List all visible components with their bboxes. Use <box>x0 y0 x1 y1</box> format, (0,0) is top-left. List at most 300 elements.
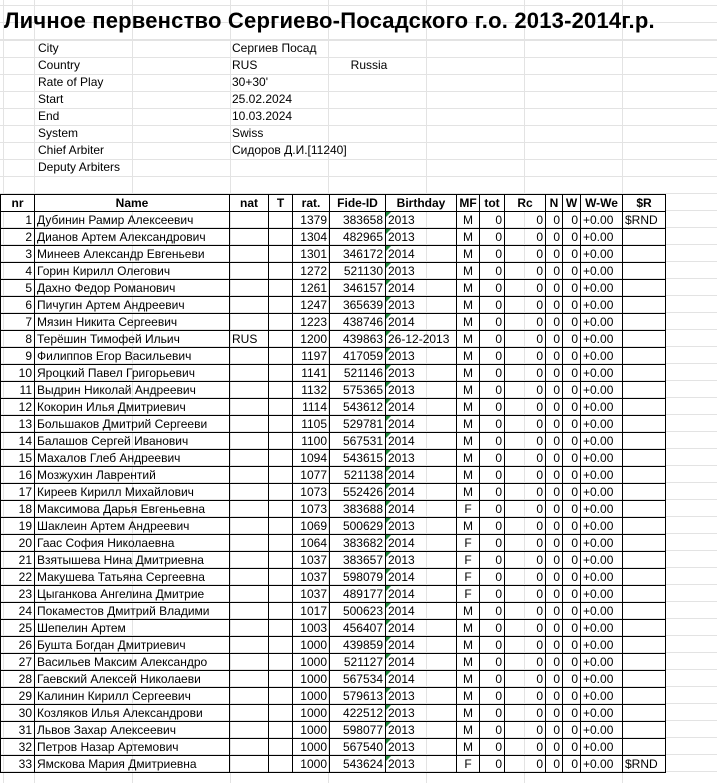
col-n-cell[interactable]: 0 <box>546 416 563 433</box>
col-rnd-cell[interactable] <box>623 637 666 654</box>
col-total-cell[interactable]: 0 <box>480 331 505 348</box>
col-rc-cell[interactable]: 0 <box>505 671 546 688</box>
col-fide-id-cell[interactable]: 489177 <box>330 586 386 603</box>
col-w-cell[interactable]: 0 <box>563 484 581 501</box>
col-nr-cell[interactable]: 19 <box>1 518 35 535</box>
col-nat-cell[interactable] <box>230 756 269 773</box>
col-w-cell[interactable]: 0 <box>563 654 581 671</box>
col-rating-cell[interactable]: 1000 <box>293 688 330 705</box>
col-title-cell[interactable] <box>269 552 293 569</box>
col-total-cell[interactable]: 0 <box>480 518 505 535</box>
col-name-cell[interactable]: Мязин Никита Сергеевич <box>35 314 230 331</box>
col-nr-cell[interactable]: 26 <box>1 637 35 654</box>
col-name-cell[interactable]: Калинин Кирилл Сергеевич <box>35 688 230 705</box>
col-n-cell[interactable]: 0 <box>546 348 563 365</box>
col-birthday-cell[interactable]: 2014 <box>386 535 457 552</box>
info-value-secondary[interactable] <box>347 142 491 159</box>
col-title-cell[interactable] <box>269 331 293 348</box>
col-nr-cell[interactable]: 8 <box>1 331 35 348</box>
col-n-cell[interactable]: 0 <box>546 229 563 246</box>
col-sex-cell[interactable]: M <box>457 212 480 229</box>
col-nat-cell[interactable] <box>230 603 269 620</box>
col-birthday-cell[interactable]: 2013 <box>386 450 457 467</box>
col-rating-cell[interactable]: 1037 <box>293 586 330 603</box>
col-total-cell[interactable]: 0 <box>480 433 505 450</box>
col-w-cell[interactable]: 0 <box>563 722 581 739</box>
col-sex-cell[interactable]: M <box>457 382 480 399</box>
col-rating-cell[interactable]: 1105 <box>293 416 330 433</box>
col-rnd-cell[interactable] <box>623 705 666 722</box>
col-name-cell[interactable]: Цыганкова Ангелина Дмитрие <box>35 586 230 603</box>
col-fide-id-cell[interactable]: 521138 <box>330 467 386 484</box>
info-value[interactable]: 10.03.2024 <box>232 109 293 123</box>
col-w-cell[interactable]: 0 <box>563 671 581 688</box>
col-title-cell[interactable] <box>269 501 293 518</box>
col-birthday-cell[interactable]: 2014 <box>386 637 457 654</box>
col-rc-cell[interactable]: 0 <box>505 416 546 433</box>
col-sex-cell[interactable]: M <box>457 314 480 331</box>
col-w-we-cell[interactable]: +0.00 <box>581 637 623 654</box>
col-fide-id-cell[interactable]: 552426 <box>330 484 386 501</box>
col-sex-cell[interactable]: M <box>457 280 480 297</box>
col-fide-id-cell[interactable]: 579613 <box>330 688 386 705</box>
col-w-we-cell[interactable]: +0.00 <box>581 399 623 416</box>
col-rnd-cell[interactable] <box>623 314 666 331</box>
col-w-we-cell[interactable]: +0.00 <box>581 331 623 348</box>
col-rating-cell[interactable]: 1094 <box>293 450 330 467</box>
col-nat-cell[interactable] <box>230 382 269 399</box>
col-fide-id-cell[interactable]: 598077 <box>330 722 386 739</box>
col-rc-cell[interactable]: 0 <box>505 280 546 297</box>
col-fide-id-cell[interactable]: 365639 <box>330 297 386 314</box>
col-birthday-cell[interactable]: 2014 <box>386 671 457 688</box>
col-total-header[interactable]: tot <box>480 195 505 212</box>
col-sex-cell[interactable]: M <box>457 654 480 671</box>
col-w-cell[interactable]: 0 <box>563 280 581 297</box>
col-sex-cell[interactable]: M <box>457 739 480 756</box>
col-sex-cell[interactable]: M <box>457 705 480 722</box>
col-birthday-cell[interactable]: 2013 <box>386 552 457 569</box>
col-rnd-cell[interactable] <box>623 433 666 450</box>
col-birthday-cell[interactable]: 2013 <box>386 297 457 314</box>
col-rc-cell[interactable]: 0 <box>505 467 546 484</box>
col-rating-header[interactable]: rat. <box>293 195 330 212</box>
col-nr-cell[interactable]: 6 <box>1 297 35 314</box>
col-w-we-cell[interactable]: +0.00 <box>581 518 623 535</box>
col-rating-cell[interactable]: 1064 <box>293 535 330 552</box>
col-w-cell[interactable]: 0 <box>563 314 581 331</box>
col-w-we-cell[interactable]: +0.00 <box>581 722 623 739</box>
col-nr-cell[interactable]: 21 <box>1 552 35 569</box>
col-n-cell[interactable]: 0 <box>546 331 563 348</box>
col-total-cell[interactable]: 0 <box>480 705 505 722</box>
col-nr-cell[interactable]: 33 <box>1 756 35 773</box>
col-w-we-cell[interactable]: +0.00 <box>581 586 623 603</box>
col-nat-cell[interactable] <box>230 739 269 756</box>
col-nat-cell[interactable] <box>230 654 269 671</box>
col-rc-cell[interactable]: 0 <box>505 654 546 671</box>
col-birthday-cell[interactable]: 2014 <box>386 603 457 620</box>
col-total-cell[interactable]: 0 <box>480 569 505 586</box>
col-name-cell[interactable]: Горин Кирилл Олегович <box>35 263 230 280</box>
col-rc-cell[interactable]: 0 <box>505 246 546 263</box>
col-n-cell[interactable]: 0 <box>546 654 563 671</box>
col-nr-cell[interactable]: 24 <box>1 603 35 620</box>
col-rating-cell[interactable]: 1000 <box>293 722 330 739</box>
col-rnd-cell[interactable] <box>623 501 666 518</box>
info-value[interactable]: Сергиев Посад <box>232 41 317 55</box>
col-birthday-header[interactable]: Birthday <box>386 195 457 212</box>
col-name-cell[interactable]: Большаков Дмитрий Сергееви <box>35 416 230 433</box>
col-nr-cell[interactable]: 4 <box>1 263 35 280</box>
col-name-cell[interactable]: Гаевский Алексей Николаеви <box>35 671 230 688</box>
col-rc-cell[interactable]: 0 <box>505 535 546 552</box>
col-rc-cell[interactable]: 0 <box>505 620 546 637</box>
col-birthday-cell[interactable]: 2014 <box>386 501 457 518</box>
col-name-cell[interactable]: Выдрин Николай Андреевич <box>35 382 230 399</box>
col-nr-cell[interactable]: 15 <box>1 450 35 467</box>
col-rating-cell[interactable]: 1223 <box>293 314 330 331</box>
col-rc-cell[interactable]: 0 <box>505 552 546 569</box>
col-rnd-cell[interactable] <box>623 365 666 382</box>
col-title-cell[interactable] <box>269 365 293 382</box>
col-title-cell[interactable] <box>269 416 293 433</box>
col-w-cell[interactable]: 0 <box>563 586 581 603</box>
col-nr-cell[interactable]: 7 <box>1 314 35 331</box>
col-birthday-cell[interactable]: 2013 <box>386 212 457 229</box>
col-w-we-cell[interactable]: +0.00 <box>581 365 623 382</box>
col-title-cell[interactable] <box>269 654 293 671</box>
col-w-we-cell[interactable]: +0.00 <box>581 314 623 331</box>
col-n-cell[interactable]: 0 <box>546 603 563 620</box>
col-w-we-cell[interactable]: +0.00 <box>581 535 623 552</box>
col-nat-cell[interactable] <box>230 569 269 586</box>
col-nat-cell[interactable] <box>230 620 269 637</box>
col-rnd-cell[interactable] <box>623 654 666 671</box>
col-w-we-cell[interactable]: +0.00 <box>581 416 623 433</box>
col-title-cell[interactable] <box>269 739 293 756</box>
col-n-cell[interactable]: 0 <box>546 467 563 484</box>
col-nr-cell[interactable]: 16 <box>1 467 35 484</box>
col-w-cell[interactable]: 0 <box>563 705 581 722</box>
col-nat-cell[interactable] <box>230 552 269 569</box>
col-n-cell[interactable]: 0 <box>546 586 563 603</box>
col-rating-cell[interactable]: 1301 <box>293 246 330 263</box>
col-total-cell[interactable]: 0 <box>480 365 505 382</box>
col-total-cell[interactable]: 0 <box>480 416 505 433</box>
col-w-we-cell[interactable]: +0.00 <box>581 450 623 467</box>
col-name-cell[interactable]: Козляков Илья Александрови <box>35 705 230 722</box>
col-name-cell[interactable]: Взятышева Нина Дмитриевна <box>35 552 230 569</box>
col-fide-id-cell[interactable]: 456407 <box>330 620 386 637</box>
col-w-we-cell[interactable]: +0.00 <box>581 671 623 688</box>
col-total-cell[interactable]: 0 <box>480 688 505 705</box>
col-rc-cell[interactable]: 0 <box>505 399 546 416</box>
col-nr-cell[interactable]: 3 <box>1 246 35 263</box>
col-birthday-cell[interactable]: 2013 <box>386 382 457 399</box>
col-fide-id-cell[interactable]: 482965 <box>330 229 386 246</box>
col-w-cell[interactable]: 0 <box>563 382 581 399</box>
col-title-cell[interactable] <box>269 280 293 297</box>
col-name-cell[interactable]: Филиппов Егор Васильевич <box>35 348 230 365</box>
col-rating-cell[interactable]: 1003 <box>293 620 330 637</box>
col-rc-cell[interactable]: 0 <box>505 331 546 348</box>
col-birthday-cell[interactable]: 2014 <box>386 586 457 603</box>
col-w-we-cell[interactable]: +0.00 <box>581 212 623 229</box>
col-total-cell[interactable]: 0 <box>480 654 505 671</box>
col-fide-id-cell[interactable]: 521127 <box>330 654 386 671</box>
col-rating-cell[interactable]: 1261 <box>293 280 330 297</box>
col-rc-cell[interactable]: 0 <box>505 739 546 756</box>
col-sex-cell[interactable]: F <box>457 535 480 552</box>
col-total-cell[interactable]: 0 <box>480 280 505 297</box>
col-total-cell[interactable]: 0 <box>480 501 505 518</box>
col-nr-cell[interactable]: 28 <box>1 671 35 688</box>
col-w-cell[interactable]: 0 <box>563 365 581 382</box>
col-n-cell[interactable]: 0 <box>546 399 563 416</box>
col-rating-cell[interactable]: 1000 <box>293 637 330 654</box>
col-total-cell[interactable]: 0 <box>480 348 505 365</box>
col-name-cell[interactable]: Киреев Кирилл Михайлович <box>35 484 230 501</box>
col-nr-cell[interactable]: 9 <box>1 348 35 365</box>
col-w-cell[interactable]: 0 <box>563 637 581 654</box>
col-rc-cell[interactable]: 0 <box>505 637 546 654</box>
col-fide-id-cell[interactable]: 500623 <box>330 603 386 620</box>
col-name-cell[interactable]: Ямскова Мария Дмитриевна <box>35 756 230 773</box>
col-n-cell[interactable]: 0 <box>546 314 563 331</box>
col-rating-cell[interactable]: 1379 <box>293 212 330 229</box>
info-value[interactable]: 30+30' <box>232 75 268 89</box>
col-nr-cell[interactable]: 12 <box>1 399 35 416</box>
col-name-cell[interactable]: Мозжухин Лаврентий <box>35 467 230 484</box>
col-birthday-cell[interactable]: 2013 <box>386 739 457 756</box>
col-w-cell[interactable]: 0 <box>563 467 581 484</box>
info-label[interactable]: End <box>38 109 60 123</box>
col-rating-cell[interactable]: 1200 <box>293 331 330 348</box>
col-total-cell[interactable]: 0 <box>480 586 505 603</box>
col-title-cell[interactable] <box>269 620 293 637</box>
info-label[interactable]: Chief Arbiter <box>38 143 105 157</box>
col-title-cell[interactable] <box>269 212 293 229</box>
col-nr-cell[interactable]: 32 <box>1 739 35 756</box>
info-value-secondary[interactable] <box>347 91 491 108</box>
col-nr-cell[interactable]: 1 <box>1 212 35 229</box>
col-total-cell[interactable]: 0 <box>480 382 505 399</box>
col-rnd-cell[interactable] <box>623 518 666 535</box>
col-fide-id-cell[interactable]: 438746 <box>330 314 386 331</box>
col-rnd-cell[interactable] <box>623 688 666 705</box>
col-rating-cell[interactable]: 1132 <box>293 382 330 399</box>
col-fide-id-cell[interactable]: 346172 <box>330 246 386 263</box>
col-n-cell[interactable]: 0 <box>546 722 563 739</box>
col-fide-id-cell[interactable]: 521130 <box>330 263 386 280</box>
col-fide-id-cell[interactable]: 521146 <box>330 365 386 382</box>
col-rating-cell[interactable]: 1272 <box>293 263 330 280</box>
col-n-cell[interactable]: 0 <box>546 297 563 314</box>
col-name-cell[interactable]: Максимова Дарья Евгеньевна <box>35 501 230 518</box>
col-birthday-cell[interactable]: 2013 <box>386 688 457 705</box>
col-nat-header[interactable]: nat <box>230 195 269 212</box>
col-sex-cell[interactable]: M <box>457 688 480 705</box>
col-nat-cell[interactable] <box>230 280 269 297</box>
col-w-cell[interactable]: 0 <box>563 535 581 552</box>
col-title-cell[interactable] <box>269 348 293 365</box>
col-birthday-cell[interactable]: 2014 <box>386 280 457 297</box>
col-birthday-cell[interactable]: 2014 <box>386 399 457 416</box>
col-total-cell[interactable]: 0 <box>480 399 505 416</box>
col-w-we-cell[interactable]: +0.00 <box>581 433 623 450</box>
col-nat-cell[interactable] <box>230 518 269 535</box>
col-nr-cell[interactable]: 10 <box>1 365 35 382</box>
col-fide-id-cell[interactable]: 383688 <box>330 501 386 518</box>
col-nat-cell[interactable] <box>230 246 269 263</box>
info-value-secondary[interactable]: Russia <box>350 58 388 72</box>
col-rating-cell[interactable]: 1304 <box>293 229 330 246</box>
col-nat-cell[interactable] <box>230 433 269 450</box>
col-birthday-cell[interactable]: 2013 <box>386 229 457 246</box>
col-birthday-cell[interactable]: 2014 <box>386 569 457 586</box>
col-w-cell[interactable]: 0 <box>563 416 581 433</box>
col-nat-cell[interactable] <box>230 586 269 603</box>
col-total-cell[interactable]: 0 <box>480 229 505 246</box>
col-rating-cell[interactable]: 1073 <box>293 501 330 518</box>
col-w-we-cell[interactable]: +0.00 <box>581 348 623 365</box>
col-rnd-cell[interactable] <box>623 535 666 552</box>
col-nat-cell[interactable] <box>230 671 269 688</box>
col-nat-cell[interactable]: RUS <box>230 331 269 348</box>
col-total-cell[interactable]: 0 <box>480 297 505 314</box>
col-n-cell[interactable]: 0 <box>546 535 563 552</box>
col-nat-cell[interactable] <box>230 365 269 382</box>
col-name-cell[interactable]: Шаклеин Артем Андреевич <box>35 518 230 535</box>
col-rnd-cell[interactable] <box>623 348 666 365</box>
info-value-secondary[interactable] <box>347 159 491 176</box>
col-fide-id-cell[interactable]: 567531 <box>330 433 386 450</box>
col-rc-cell[interactable]: 0 <box>505 365 546 382</box>
col-sex-cell[interactable]: F <box>457 569 480 586</box>
col-birthday-cell[interactable]: 2013 <box>386 348 457 365</box>
col-fide-id-cell[interactable]: 529781 <box>330 416 386 433</box>
col-birthday-cell[interactable]: 2014 <box>386 620 457 637</box>
col-nr-cell[interactable]: 20 <box>1 535 35 552</box>
col-nr-cell[interactable]: 22 <box>1 569 35 586</box>
col-sex-cell[interactable]: M <box>457 331 480 348</box>
col-w-we-cell[interactable]: +0.00 <box>581 280 623 297</box>
col-fide-id-header[interactable]: Fide-ID <box>330 195 386 212</box>
col-sex-cell[interactable]: M <box>457 365 480 382</box>
col-w-cell[interactable]: 0 <box>563 297 581 314</box>
col-w-we-cell[interactable]: +0.00 <box>581 297 623 314</box>
col-rc-cell[interactable]: 0 <box>505 433 546 450</box>
col-sex-cell[interactable]: F <box>457 756 480 773</box>
col-fide-id-cell[interactable]: 417059 <box>330 348 386 365</box>
col-rc-cell[interactable]: 0 <box>505 450 546 467</box>
col-total-cell[interactable]: 0 <box>480 246 505 263</box>
col-rnd-cell[interactable] <box>623 297 666 314</box>
col-rnd-cell[interactable] <box>623 382 666 399</box>
col-rating-cell[interactable]: 1000 <box>293 739 330 756</box>
col-fide-id-cell[interactable]: 543624 <box>330 756 386 773</box>
col-rc-cell[interactable]: 0 <box>505 212 546 229</box>
col-title-cell[interactable] <box>269 263 293 280</box>
col-rnd-cell[interactable] <box>623 263 666 280</box>
page-title[interactable]: Личное первенство Сергиево-Посадского г.о. 2013-2014г.р. <box>4 8 655 33</box>
col-rnd-cell[interactable] <box>623 484 666 501</box>
col-fide-id-cell[interactable]: 575365 <box>330 382 386 399</box>
col-rnd-cell[interactable] <box>623 671 666 688</box>
col-rnd-cell[interactable] <box>623 586 666 603</box>
col-fide-id-cell[interactable]: 383657 <box>330 552 386 569</box>
col-rc-cell[interactable]: 0 <box>505 382 546 399</box>
col-rc-cell[interactable]: 0 <box>505 705 546 722</box>
col-name-cell[interactable]: Шепелин Артем <box>35 620 230 637</box>
col-n-cell[interactable]: 0 <box>546 433 563 450</box>
col-nat-cell[interactable] <box>230 416 269 433</box>
col-nat-cell[interactable] <box>230 212 269 229</box>
col-w-we-cell[interactable]: +0.00 <box>581 654 623 671</box>
col-nr-cell[interactable]: 11 <box>1 382 35 399</box>
col-n-cell[interactable]: 0 <box>546 739 563 756</box>
col-nr-cell[interactable]: 18 <box>1 501 35 518</box>
col-w-we-cell[interactable]: +0.00 <box>581 739 623 756</box>
col-rating-cell[interactable]: 1017 <box>293 603 330 620</box>
col-total-cell[interactable]: 0 <box>480 722 505 739</box>
col-nr-header[interactable]: nr <box>1 195 35 212</box>
col-birthday-cell[interactable]: 2013 <box>386 365 457 382</box>
info-value[interactable]: RUS <box>232 58 258 72</box>
col-w-we-cell[interactable]: +0.00 <box>581 246 623 263</box>
col-rc-header[interactable]: Rc <box>505 195 546 212</box>
col-nr-cell[interactable]: 31 <box>1 722 35 739</box>
col-fide-id-cell[interactable]: 598079 <box>330 569 386 586</box>
col-w-cell[interactable]: 0 <box>563 552 581 569</box>
col-fide-id-cell[interactable]: 439859 <box>330 637 386 654</box>
col-nat-cell[interactable] <box>230 229 269 246</box>
col-nr-cell[interactable]: 23 <box>1 586 35 603</box>
col-birthday-cell[interactable]: 2013 <box>386 722 457 739</box>
col-nr-cell[interactable]: 25 <box>1 620 35 637</box>
col-title-cell[interactable] <box>269 382 293 399</box>
col-w-cell[interactable]: 0 <box>563 501 581 518</box>
col-rc-cell[interactable]: 0 <box>505 569 546 586</box>
col-title-cell[interactable] <box>269 688 293 705</box>
col-rnd-cell[interactable] <box>623 603 666 620</box>
col-sex-cell[interactable]: M <box>457 518 480 535</box>
col-w-cell[interactable]: 0 <box>563 688 581 705</box>
col-rc-cell[interactable]: 0 <box>505 263 546 280</box>
col-w-we-cell[interactable]: +0.00 <box>581 688 623 705</box>
col-w-header[interactable]: W <box>563 195 581 212</box>
col-sex-cell[interactable]: M <box>457 348 480 365</box>
col-n-cell[interactable]: 0 <box>546 501 563 518</box>
col-sex-cell[interactable]: M <box>457 450 480 467</box>
col-w-we-cell[interactable]: +0.00 <box>581 501 623 518</box>
col-name-header[interactable]: Name <box>35 195 230 212</box>
col-nat-cell[interactable] <box>230 688 269 705</box>
col-nr-cell[interactable]: 30 <box>1 705 35 722</box>
col-nat-cell[interactable] <box>230 263 269 280</box>
col-nr-cell[interactable]: 17 <box>1 484 35 501</box>
col-n-cell[interactable]: 0 <box>546 263 563 280</box>
col-rnd-cell[interactable]: $RND <box>623 212 666 229</box>
col-rnd-cell[interactable] <box>623 467 666 484</box>
col-name-cell[interactable]: Петров Назар Артемович <box>35 739 230 756</box>
col-rating-cell[interactable]: 1077 <box>293 467 330 484</box>
col-rc-cell[interactable]: 0 <box>505 348 546 365</box>
info-label[interactable]: System <box>38 126 79 140</box>
col-w-cell[interactable]: 0 <box>563 569 581 586</box>
col-rating-cell[interactable]: 1141 <box>293 365 330 382</box>
